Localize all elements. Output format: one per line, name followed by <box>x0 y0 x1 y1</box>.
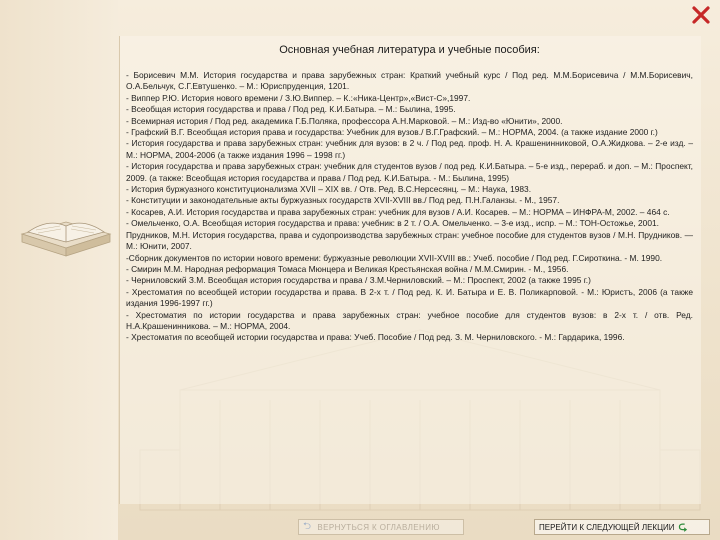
page-title: Основная учебная литература и учебные пособия: <box>279 44 540 56</box>
reference-item: - Омельченко, О.А. Всеобщая история государства и права: учебник: в 2 т. / О.А. Омельченко. – 3-е изд., испр. – М.: ТОН-Остожье, 2001. <box>126 218 659 229</box>
back-to-contents-button[interactable] <box>298 519 464 535</box>
reference-item: - История государства и права зарубежных стран: учебник для студентов вузов / под ред. К.И.Батыра. – 5-е изд., перераб. и доп. – М.: Проспект, 2009. (а также: Всеобщая история государства и права / Под ред. К.И.Батыра. - М.: Былина, 1995) <box>126 161 693 183</box>
reference-item: - Хрестоматия по истории государства и права зарубежных стран: учебное пособие для студентов вузов: в 2-х т. / отв. Ред. Н.А.Крашенинникова. – М.: НОРМА, 2004. <box>126 309 693 331</box>
reference-item: - Всемирная история / Под ред. академика Г.Б.Поляка, профессора А.Н.Марковой. – М.: Изд-во «Юнити», 2000. <box>126 115 563 126</box>
close-icon[interactable] <box>690 4 712 26</box>
reference-item: - История государства и права зарубежных стран: учебник для вузов: в 2 ч. / Под ред. проф. Н. А. Крашенинниковой, О.А.Жидкова. – 2-е изд. – М.: НОРМА, 2004-2006 (а также издания 1996 – 1998 гг.) <box>126 138 693 160</box>
back-arrow-icon: ⮌ <box>303 520 312 532</box>
reference-item: - Косарев, А.И. История государства и права зарубежных стран: учебник для вузов / А.И. Косарев. – М.: НОРМА – ИНФРА-М, 2002. – 464 с. <box>126 206 670 217</box>
reference-item: - Черниловский З.М. Всеобщая история государства и права / З.М.Черниловский. – М.: Проспект, 2002 (а также 1995 г.) <box>126 275 591 286</box>
reference-item: - Виппер Р.Ю. История нового времени / З.Ю.Виппер. – К.:«Ника-Центр»,«Вист-С»,1997. <box>126 92 471 103</box>
left-sidebar-panel <box>0 0 118 540</box>
open-book-icon <box>18 196 114 268</box>
reference-item: - Всеобщая история государства и права / Под ред. К.И.Батыра. – М.: Былина, 1995. <box>126 104 456 115</box>
next-arrow-icon: ⮎ <box>678 520 688 533</box>
next-lecture-button[interactable] <box>534 519 710 535</box>
reference-item: - Борисевич М.М. История государства и права зарубежных стран: Краткий учебный курс / Под ред. М.М.Борисевича / М.М.Борисевич, О.А.Бельчук, С.Г.Евтушенко. – М.: Юриспруденция, 1201. <box>126 70 693 92</box>
reference-list <box>126 70 693 344</box>
reference-item: - Хрестоматия по всеобщей истории государства и права: Учеб. Пособие / Под ред. З. М. Черниловского. - М.: Гардарика, 1996. <box>126 332 625 343</box>
back-to-contents-label: ВЕРНУТЬСЯ К ОГЛАВЛЕНИЮ <box>317 522 440 532</box>
reference-item: - Хрестоматия по всеобщей истории государства и права. В 2-х т. / Под ред. К. И. Батыра и Е. В. Поликарповой. - М.: Юристъ, 2006 (а также издания 1996-1997 гг.) <box>126 286 693 309</box>
reference-item: - История буржуазного конституционализма XVII – XIX вв. / Отв. Ред. В.С.Нерсесянц. – М.: Наука, 1983. <box>126 184 532 195</box>
reference-item: - Смирин М.М. Народная реформация Томаса Мюнцера и Великая Крестьянская война / М.М.Смирин. - М., 1956. <box>126 263 569 274</box>
reference-item: - Графский В.Г. Всеобщая история права и государства: Учебник для вузов./ В.Г.Графский. – М.: НОРМА, 2004. (а также издание 2000 г.) <box>126 127 658 138</box>
reference-item: -Сборник документов по истории нового времени: буржуазные революции XVII-XVIII вв.: Учеб. пособие / Под ред. Г.Сироткина. - М. 1990. <box>126 252 663 263</box>
next-lecture-label: ПЕРЕЙТИ К СЛЕДУЮЩЕЙ ЛЕКЦИИ <box>539 522 675 532</box>
reference-item: - Конституции и законодательные акты буржуазных государств XVII-XVIII вв./ Под ред. П.Н.Галанзы. - М., 1957. <box>126 195 560 206</box>
reference-item: Прудников, М.Н. История государства, права и судопроизводства зарубежных стран: учебное пособие для студентов вузов / М.Н. Прудников. — М.: Юнити, 2007. <box>126 229 693 252</box>
